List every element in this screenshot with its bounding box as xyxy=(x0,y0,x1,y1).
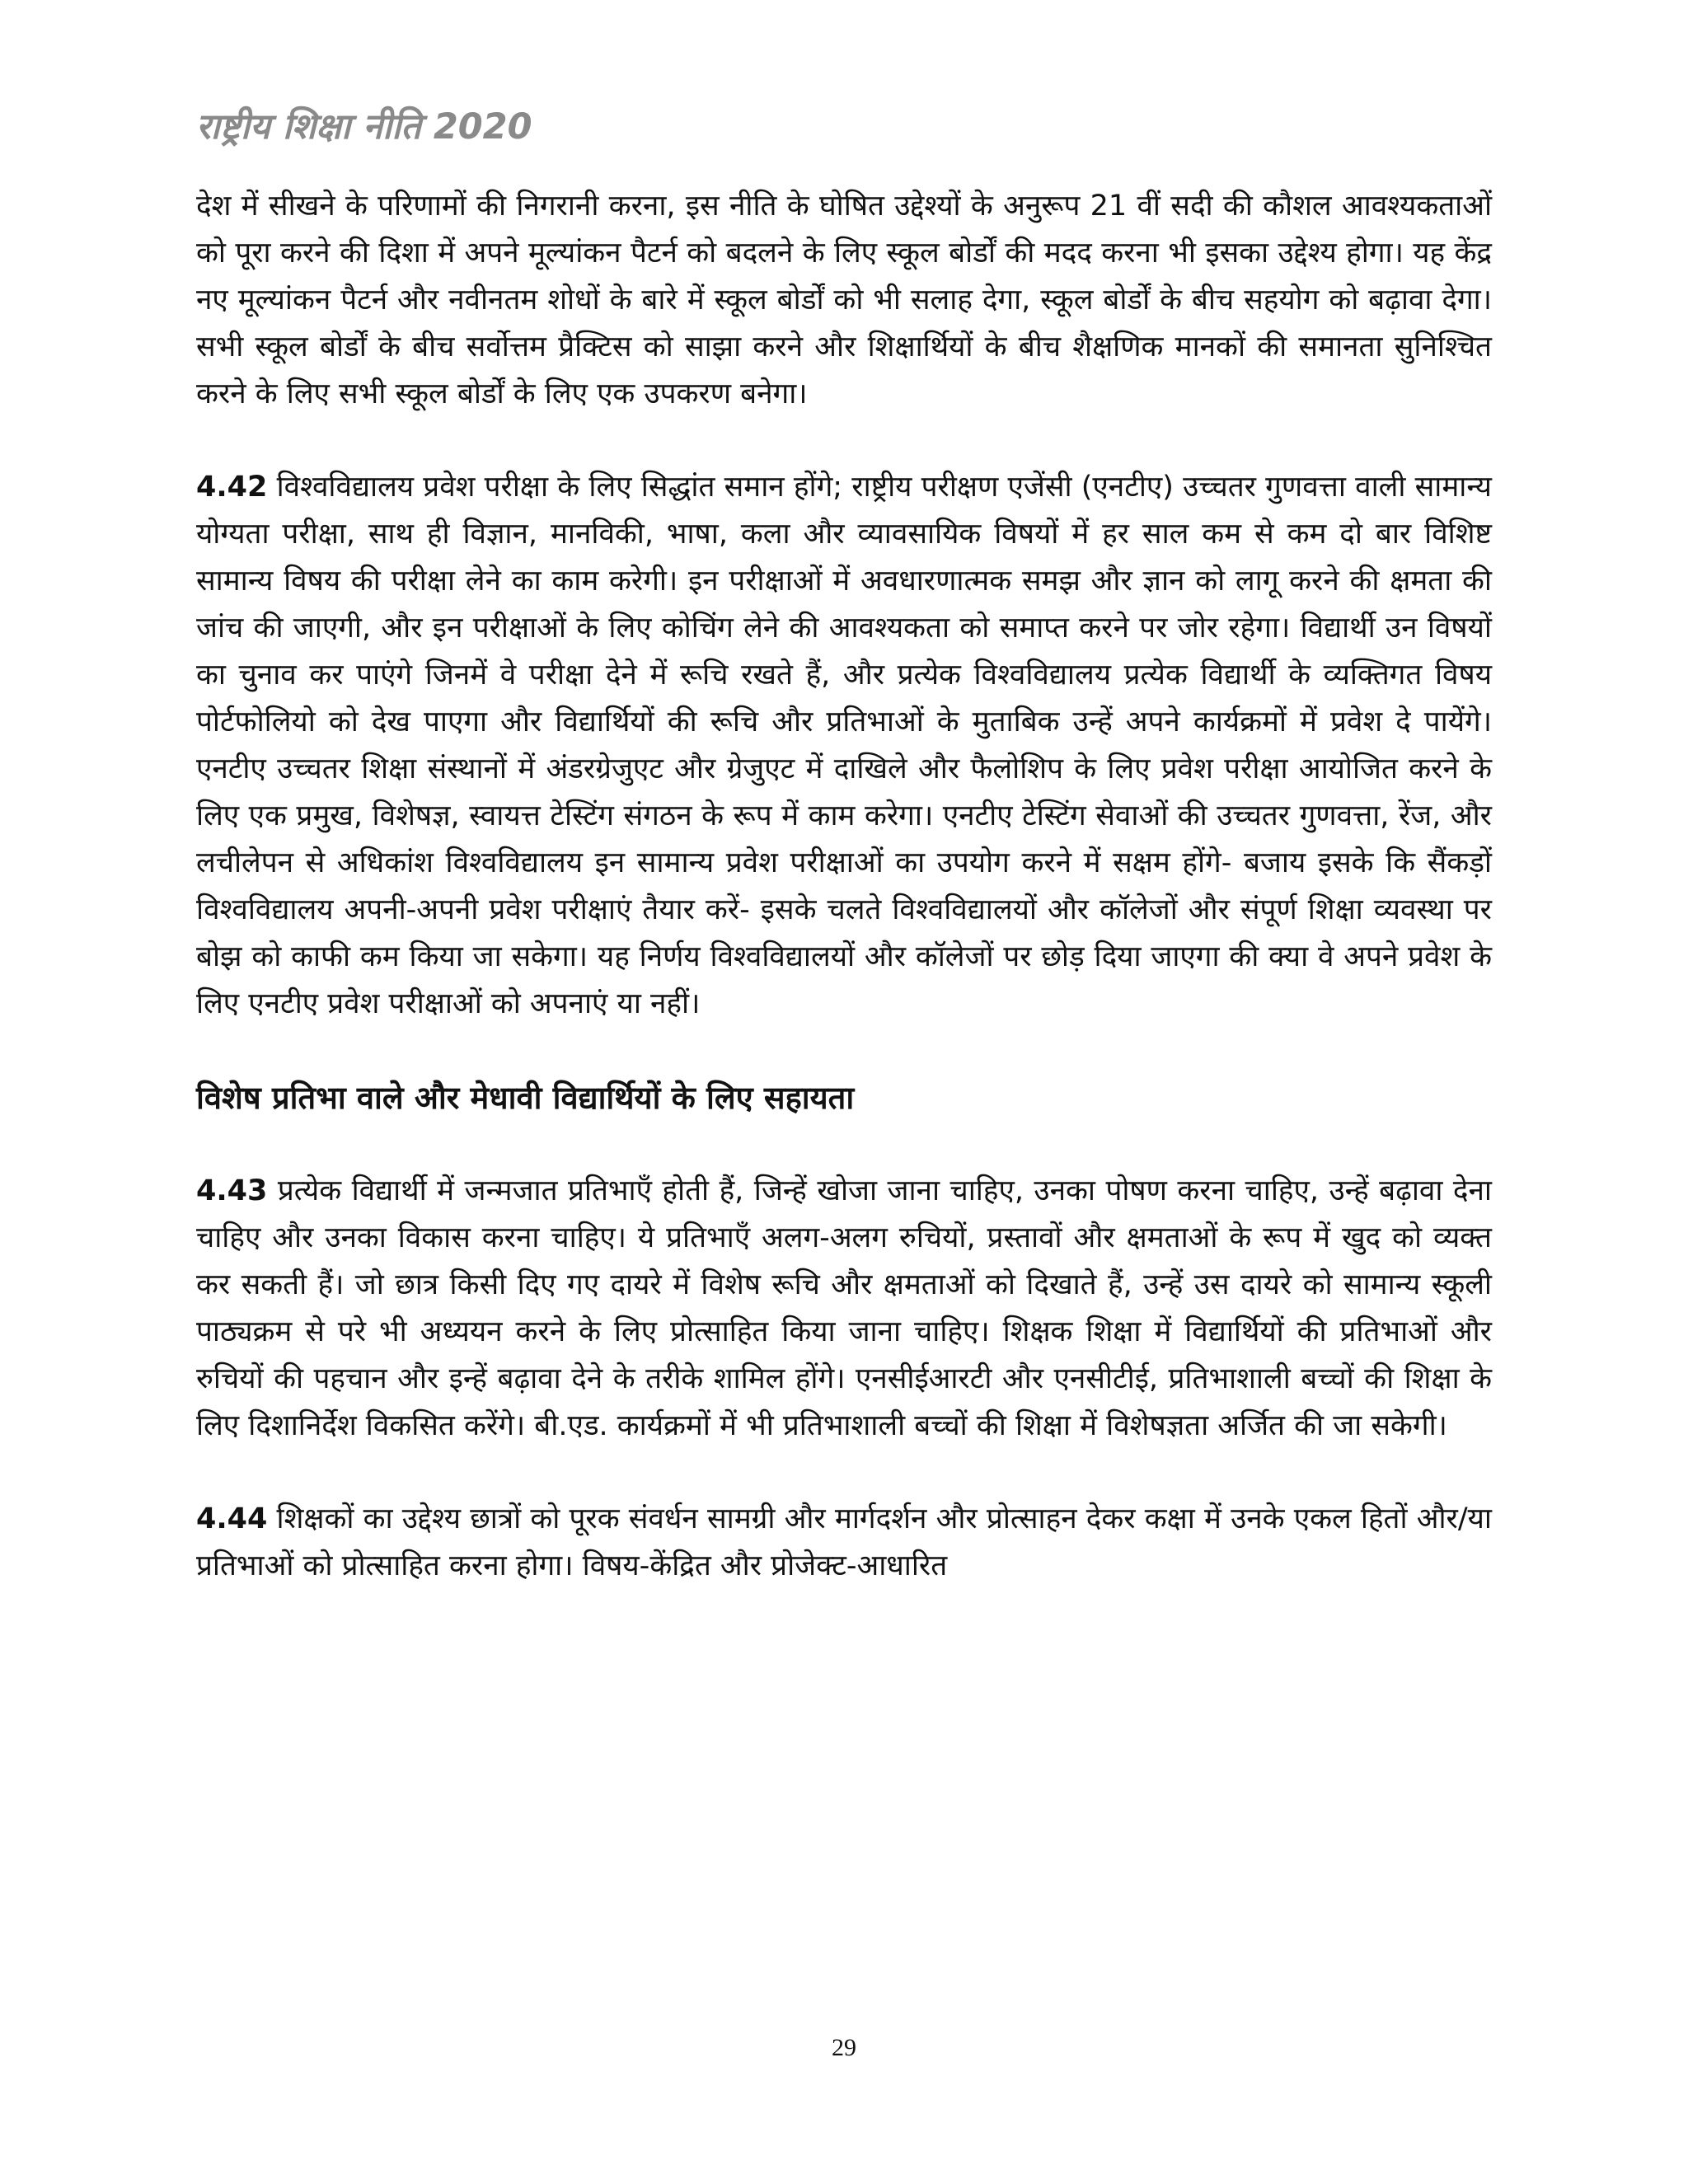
paragraph-spacer xyxy=(196,1122,1492,1168)
paragraph-text: शिक्षकों का उद्देश्य छात्रों को पूरक संवर्धन सामग्री और मार्गदर्शन और प्रोत्साहन देकर कक्षा में उनके एकल हितों और/या प्रतिभाओं को प्रोत्साहित करना होगा। विषय-केंद्रित और प्रोजेक्ट-आधारित xyxy=(196,1502,1492,1582)
running-header-title: राष्ट्रीय शिक्षा नीति 2020 xyxy=(196,106,532,148)
page-body xyxy=(196,183,1492,1590)
paragraph-spacer xyxy=(196,1450,1492,1496)
paragraph-number: 4.42 xyxy=(196,471,268,504)
page-number: 29 xyxy=(832,2034,856,2061)
paragraph-number: 4.44 xyxy=(196,1502,268,1535)
paragraph-spacer xyxy=(196,1028,1492,1074)
paragraph-4-44 xyxy=(196,1496,1492,1590)
paragraph-4-42 xyxy=(196,464,1492,1028)
paragraph-text: प्रत्येक विद्यार्थी में जन्मजात प्रतिभाएँ होती हैं, जिन्हें खोजा जाना चाहिए, उनका पोषण करना चाहिए, उन्हें बढ़ावा देना चाहिए और उनका विकास करना चाहिए। ये प्रतिभाएँ अलग-अलग रुचियों, प्रस्तावों और क्षमताओं के रूप में खुद को व्यक्त कर सकती हैं। जो छात्र किसी दिए गए दायरे में विशेष रूचि और क्षमताओं को दिखाते हैं, उन्हें उस दायरे को सामान्य स्कूली पाठ्यक्रम से परे भी अध्ययन करने के लिए प्रोत्साहित किया जाना चाहिए। शिक्षक शिक्षा में विद्यार्थियों की प्रतिभाओं और रुचियों की पहचान और इन्हें बढ़ावा देने के तरीके शामिल होंगे। एनसीईआरटी और एनसीटीई, प्रतिभाशाली बच्चों की शिक्षा के लिए दिशानिर्देश विकसित करेंगे। बी.एड. कार्यक्रमों में भी प्रतिभाशाली बच्चों की शिक्षा में विशेषज्ञता अर्जित की जा सकेगी। xyxy=(196,1174,1492,1442)
paragraph-number: 4.43 xyxy=(196,1174,268,1207)
paragraph-spacer xyxy=(196,418,1492,464)
paragraph-4-43 xyxy=(196,1168,1492,1450)
section-heading: विशेष प्रतिभा वाले और मेधावी विद्यार्थियों के लिए सहायता xyxy=(196,1080,855,1116)
intro-paragraph: देश में सीखने के परिणामों की निगरानी करना, इस नीति के घोषित उद्देश्यों के अनुरूप 21 वीं सदी की कौशल आवश्यकताओं को पूरा करने की दिशा में अपने मूल्यांकन पैटर्न को बदलने के लिए स्कूल बोर्डों की मदद करना भी इसका उद्देश्य होगा। यह केंद्र नए मूल्यांकन पैटर्न और नवीनतम शोधों के बारे में स्कूल बोर्डों को भी सलाह देगा, स्कूल बोर्डों के बीच सहयोग को बढ़ावा देगा। सभी स्कूल बोर्डों के बीच सर्वोत्तम प्रैक्टिस को साझा करने और शिक्षार्थियों के बीच शैक्षणिक मानकों की समानता सुनिश्चित करने के लिए सभी स्कूल बोर्डों के लिए एक उपकरण बनेगा। xyxy=(196,190,1492,410)
paragraph-text: विश्वविद्यालय प्रवेश परीक्षा के लिए सिद्धांत समान होंगे; राष्ट्रीय परीक्षण एजेंसी (एनटीए) उच्चतर गुणवत्ता वाली सामान्य योग्यता परीक्षा, साथ ही विज्ञान, मानविकी, भाषा, कला और व्यावसायिक विषयों में हर साल कम से कम दो बार विशिष्ट सामान्य विषय की परीक्षा लेने का काम करेगी। इन परीक्षाओं में अवधारणात्मक समझ और ज्ञान को लागू करने की क्षमता की जांच की जाएगी, और इन परीक्षाओं के लिए कोचिंग लेने की आवश्यकता को समाप्त करने पर जोर रहेगा। विद्यार्थी उन विषयों का चुनाव कर पाएंगे जिनमें वे परीक्षा देने में रूचि रखते हैं, और प्रत्येक विश्वविद्यालय प्रत्येक विद्यार्थी के व्यक्तिगत विषय पोर्टफोलियो को देख पाएगा और विद्यार्थियों की रूचि और प्रतिभाओं के मुताबिक उन्हें अपने कार्यक्रमों में प्रवेश दे पायेंगे। एनटीए उच्चतर शिक्षा संस्थानों में अंडरग्रेजुएट और ग्रेजुएट में दाखिले और फैलोशिप के लिए प्रवेश परीक्षा आयोजित करने के लिए एक प्रमुख, विशेषज्ञ, स्वायत्त टेस्टिंग संगठन के रूप में काम करेगा। एनटीए टेस्टिंग सेवाओं की उच्चतर गुणवत्ता, रेंज, और लचीलेपन से अधिकांश विश्वविद्यालय इन सामान्य प्रवेश परीक्षाओं का उपयोग करने में सक्षम होंगे- बजाय इसके कि सैंकड़ों विश्वविद्यालय अपनी-अपनी प्रवेश परीक्षाएं तैयार करें- इसके चलते विश्वविद्यालयों और कॉलेजों और संपूर्ण शिक्षा व्यवस्था पर बोझ को काफी कम किया जा सकेगा। यह निर्णय विश्वविद्यालयों और कॉलेजों पर छोड़ दिया जाएगा की क्या वे अपने प्रवेश के लिए एनटीए प्रवेश परीक्षाओं को अपनाएं या नहीं। xyxy=(196,471,1492,1020)
